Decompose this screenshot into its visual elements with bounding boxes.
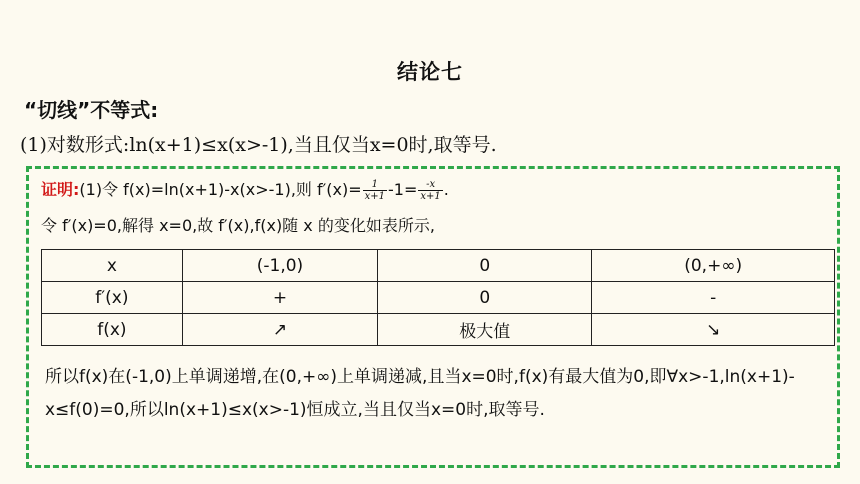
fraction-numerator: -x: [418, 179, 442, 191]
table-row: [42, 250, 835, 282]
proof-label: 证明:: [41, 180, 80, 199]
fraction-one-over-x-plus-1: [363, 179, 387, 202]
table-cell: (-1,0): [182, 250, 377, 282]
section-heading: “切线”不等式:: [24, 98, 159, 122]
table-row: [42, 282, 835, 314]
increasing-arrow-icon: ↗: [182, 314, 377, 346]
table-cell: x: [42, 250, 183, 282]
table-cell: 0: [378, 282, 592, 314]
variation-table: [41, 249, 835, 346]
table-row: [42, 314, 835, 346]
proof-derivative-text: (1)令 f(x)=ln(x+1)-x(x>-1),则 f′(x)=: [79, 180, 362, 199]
table-cell: +: [182, 282, 377, 314]
table-cell: (0,+∞): [592, 250, 835, 282]
proof-conclusion: 所以f(x)在(-1,0)上单调递增,在(0,+∞)上单调递减,且当x=0时,f(x)有最大值为0,即∀x>-1,ln(x+1)-x≤f(0)=0,所以ln(x+1)≤x(x>-1)恒成立,当且仅当x=0时,取等号.: [45, 367, 795, 420]
proof-box: [26, 166, 840, 468]
proof-period: .: [443, 180, 449, 199]
table-cell: f′(x): [42, 282, 183, 314]
page-title: 结论七: [397, 60, 463, 84]
proof-minus-one: -1=: [388, 180, 418, 199]
theorem-statement: (1)对数形式:ln(x+1)≤x(x>-1),当且仅当x=0时,取等号.: [20, 134, 497, 156]
fraction-denominator: x+1: [420, 191, 441, 202]
fraction-numerator: 1: [363, 179, 387, 191]
table-cell: f(x): [42, 314, 183, 346]
fraction-neg-x-over-x-plus-1: [418, 179, 442, 202]
table-cell: 0: [378, 250, 592, 282]
table-cell: 极大值: [378, 314, 592, 346]
table-cell: -: [592, 282, 835, 314]
proof-first-line: [41, 177, 449, 202]
decreasing-arrow-icon: ↘: [592, 314, 835, 346]
proof-second-line: 令 f′(x)=0,解得 x=0,故 f′(x),f(x)随 x 的变化如表所示,: [41, 216, 435, 235]
fraction-denominator: x+1: [364, 191, 386, 202]
